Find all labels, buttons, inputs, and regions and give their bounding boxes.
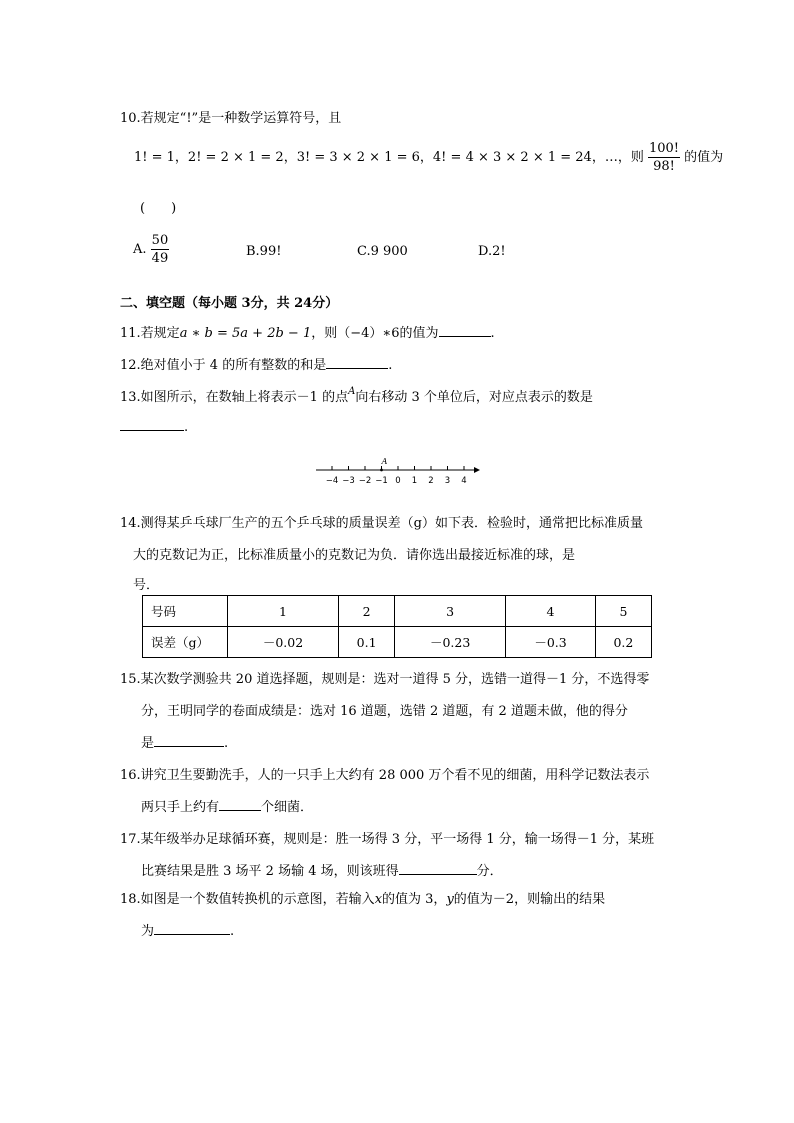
q14-line3: 号． <box>133 578 160 593</box>
q12-answer-blank[interactable] <box>326 356 388 369</box>
table-cell: －0.23 <box>395 627 506 658</box>
q13-line1 <box>120 386 593 405</box>
table-cell: 4 <box>506 596 596 627</box>
q16-line1: 16.讲究卫生要勤洗手，人的一只手上大约有 28 000 万个看不见的细菌，用科学记数法表示 <box>120 768 650 783</box>
q10-option-c[interactable]: C.9 900 <box>357 244 408 259</box>
q13-line2 <box>120 418 188 435</box>
table-cell: 5 <box>595 596 651 627</box>
q17-answer-blank[interactable] <box>399 862 477 875</box>
number-line-point-a <box>380 469 383 472</box>
q10-option-a-fraction <box>151 232 170 267</box>
error-table <box>142 595 652 658</box>
q10-fraction-numerator: 100! <box>648 141 680 156</box>
table-cell: 0.1 <box>339 627 395 658</box>
number-line-tick-label: 0 <box>395 476 401 486</box>
table-row <box>143 627 652 658</box>
q12-text: 12.绝对值小于 4 的所有整数的和是 <box>120 358 327 373</box>
q13-point-label: A <box>348 386 356 397</box>
number-line-tick-label: −4 <box>325 476 339 486</box>
q10-formula-line <box>134 140 723 175</box>
table-cell: －0.02 <box>228 627 339 658</box>
q17-line1: 17.某年级举办足球循环赛，规则是：胜一场得 3 分，平一场得 1 分，输一场得－1 分，某班 <box>120 832 655 847</box>
q18-line2 <box>141 920 234 939</box>
q16-line2 <box>141 796 313 815</box>
q12-end: . <box>388 358 393 373</box>
q12 <box>120 354 392 373</box>
q16-answer-blank[interactable] <box>219 798 261 811</box>
section-2-title: 二、填空题（每小题 3分，共 24分） <box>120 296 339 311</box>
q10-option-d[interactable]: D.2! <box>478 244 506 259</box>
q18-text-b: 的值为 3， <box>382 892 447 907</box>
q10-option-a-label: A. <box>133 242 147 257</box>
q10-stem: 10.若规定“!”是一种数学运算符号，且 <box>120 111 342 126</box>
q18-text-c: 的值为－2，则输出的结果 <box>453 892 606 907</box>
q10-fraction <box>648 140 680 175</box>
q11-rest: ，则（−4）∗6的值为 <box>311 326 439 341</box>
q10-option-b[interactable]: B.99! <box>246 244 282 259</box>
number-line-tick-label: 1 <box>411 476 418 486</box>
q18-text-a: 18.如图是一个数值转换机的示意图，若输入 <box>120 892 375 907</box>
number-line-arrow <box>474 467 480 473</box>
table-header-row <box>143 596 652 627</box>
q10-option-a-numerator: 50 <box>151 233 169 248</box>
number-line-tick-label: −3 <box>342 476 355 486</box>
table-cell: 3 <box>395 596 506 627</box>
table-cell: 号码 <box>143 596 228 627</box>
q13-answer-blank[interactable] <box>120 418 184 431</box>
q18-var-x: x <box>374 892 383 907</box>
q15-line3 <box>141 732 228 751</box>
number-line-point-label: A <box>381 457 388 466</box>
q17-line2-a: 比赛结果是胜 3 场平 2 场输 4 场，则该班得 <box>141 864 399 879</box>
q13-text-a: 13.如图所示，在数轴上将表示－1 的点 <box>120 390 349 405</box>
q13-text-b: 向右移动 3 个单位后，对应点表示的数是 <box>355 390 593 405</box>
q18-end: . <box>230 924 235 939</box>
q18-var-y: y <box>446 892 454 907</box>
q14-line1: 14.测得某乒乓球厂生产的五个乒乓球的质量误差（g）如下表．检验时，通常把比标准质量 <box>120 516 643 531</box>
q15-end: . <box>224 736 229 751</box>
q10-suffix: 的值为 <box>684 150 724 165</box>
q10-option-a[interactable] <box>133 232 169 267</box>
q11-end: . <box>490 326 495 341</box>
table-cell: 1 <box>228 596 339 627</box>
table-cell: －0.3 <box>506 627 596 658</box>
q18-line1 <box>120 888 605 907</box>
q14-line2-text: 大的克数记为正，比标准质量小的克数记为负．请你选出最接近标准的球，是 <box>133 548 576 563</box>
q10-answer-paren: ( ) <box>140 201 177 216</box>
table-cell: 0.2 <box>595 627 651 658</box>
q11-expression: a ∗ b = 5a + 2b − 1 <box>179 326 312 341</box>
q18-answer-blank[interactable] <box>154 922 230 935</box>
q10-formula: 1! = 1，2! = 2 × 1 = 2，3! = 3 × 2 × 1 = 6，4! = 4 × 3 × 2 × 1 = 24，…，则 <box>134 150 644 165</box>
q15-answer-blank[interactable] <box>154 734 224 747</box>
q13-end: . <box>184 420 189 435</box>
q15-line2: 分，王明同学的卷面成绩是：选对 16 道题，选错 2 道题，有 2 道题未做，他的得分 <box>141 704 628 719</box>
q11-answer-blank[interactable] <box>439 324 491 337</box>
q10-option-a-denominator: 49 <box>151 251 169 266</box>
q16-line2-b: 个细菌． <box>261 800 314 815</box>
q11-prefix: 11.若规定 <box>120 326 180 341</box>
number-line-figure <box>314 454 484 488</box>
number-line-tick-label: −2 <box>358 476 372 486</box>
q14-line2 <box>133 544 575 563</box>
q15-line1: 15.某次数学测验共 20 道选择题，规则是：选对一道得 5 分，选错一道得－1 分，不选得零 <box>120 672 650 687</box>
q11 <box>120 322 495 341</box>
q18-line2-text: 为 <box>141 924 155 939</box>
q15-line3-text: 是 <box>141 736 155 751</box>
number-line-tick-label: 3 <box>444 476 451 486</box>
q17-line2-b: 分． <box>476 864 503 879</box>
number-line-tick-label: 4 <box>461 476 467 486</box>
table-cell: 误差（g） <box>143 627 228 658</box>
q17-line2 <box>141 860 503 879</box>
q16-line2-a: 两只手上约有 <box>141 800 220 815</box>
q10-fraction-denominator: 98! <box>653 159 675 174</box>
table-cell: 2 <box>339 596 395 627</box>
number-line-tick-label: −1 <box>375 476 388 486</box>
number-line-tick-label: 2 <box>428 476 434 486</box>
